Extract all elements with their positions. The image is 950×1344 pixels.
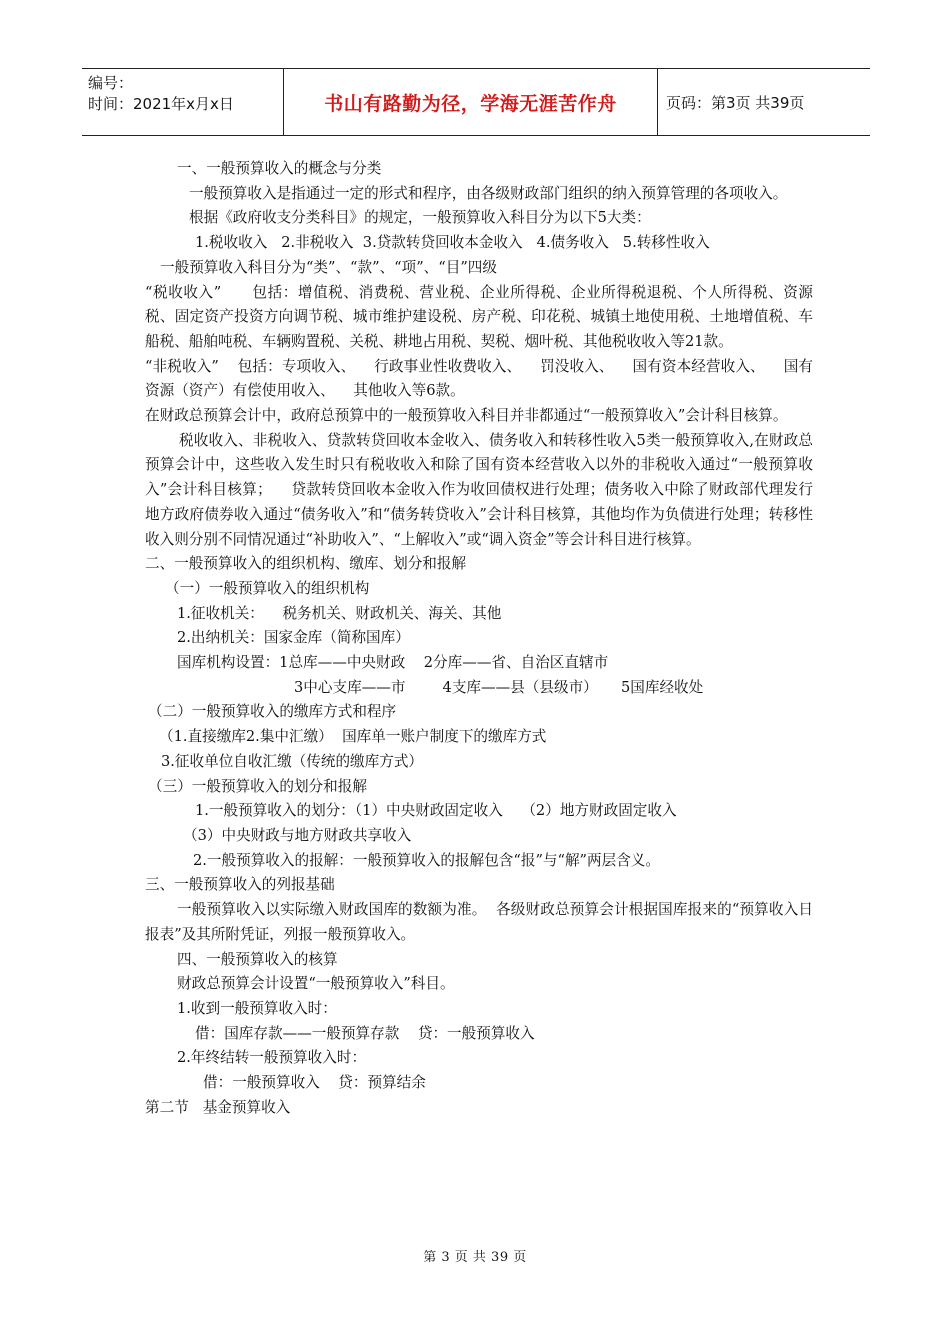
- list-item: 3中心支库——市 4支库——县（县级市） 5国库经收处: [294, 678, 704, 696]
- list-item: 3.征收单位自收汇缴（传统的缴库方式）: [161, 752, 424, 770]
- header-motto: 书山有路勤为径，学海无涯苦作舟: [324, 92, 617, 115]
- header-page-info: 页码：第3页 共39页: [666, 93, 805, 112]
- journal-entry: 借：国库存款——一般预算存款 贷：一般预算收入: [195, 1024, 535, 1042]
- list-item: 2.年终结转一般预算收入时：: [177, 1049, 367, 1067]
- paragraph: 根据《政府收支分类科目》的规定，一般预算收入科目分为以下5大类：: [189, 209, 651, 227]
- list-item: 2.出纳机关：国家金库（简称国库）: [177, 629, 410, 647]
- document-body: [145, 157, 813, 1120]
- paragraph: 财政总预算会计设置“一般预算收入”科目。: [177, 975, 455, 993]
- journal-entry: 借：一般预算收入 贷：预算结余: [203, 1074, 426, 1092]
- category-list: 1.税收收入 2.非税收入 3.贷款转贷回收本金收入 4.债务收入 5.转移性收入: [195, 234, 710, 252]
- paragraph: 税收收入、非税收入、贷款转贷回收本金收入、债务收入和转移性收入5类一般预算收入,在财政总预算会计中，这些收入发生时只有税收收入和除了国有资本经营收入以外的非税收入通过“一般预算收入”会计科目核算； 贷款转贷回收本金收入作为收回债权进行处理；债务收入中除了财政部代理发行地方政府债券收入通过“债务收入”和“债务转贷收入”会计科目核算，其他均作为负债进行处理；转移性收入则分别不同情况通过“补助收入”、“上解收入”或“调入资金”等会计科目进行核算。: [145, 431, 813, 548]
- page-footer: 第 3 页 共 39 页: [423, 1250, 527, 1265]
- paragraph: 在财政总预算会计中，政府总预算中的一般预算收入科目并非都通过“一般预算收入”会计科目核算。: [145, 407, 788, 425]
- page-header: [82, 68, 870, 136]
- header-page-info-cell: [658, 69, 870, 135]
- section-heading: 二、一般预算收入的组织机构、缴库、划分和报解: [145, 555, 467, 573]
- paragraph: 一般预算收入以实际缴入财政国库的数额为准。 各级财政总预算会计根据国库报来的“预算收入日报表”及其所附凭证，列报一般预算收入。: [145, 901, 813, 943]
- subsection-heading: （二）一般预算收入的缴库方式和程序: [148, 703, 397, 721]
- list-item: （3）中央财政与地方财政共享收入: [183, 826, 412, 844]
- list-item: 国库机构设置：1总库——中央财政 2分库——省、自治区直辖市: [177, 654, 609, 672]
- paragraph: 一般预算收入科目分为“类”、“款”、“项”、“目”四级: [160, 258, 497, 276]
- list-item: 1.收到一般预算收入时：: [177, 999, 337, 1017]
- subsection-heading: （三）一般预算收入的划分和报解: [148, 777, 367, 795]
- section-heading: 一、一般预算收入的概念与分类: [177, 160, 382, 177]
- section-heading: 三、一般预算收入的列报基础: [145, 876, 335, 894]
- subsection-heading: （一）一般预算收入的组织机构: [165, 579, 370, 597]
- paragraph-nontax-revenue: “非税收入” 包括：专项收入、 行政事业性收费收入、 罚没收入、 国有资本经营收入、 国有资源（资产）有偿使用收入、 其他收入等6款。: [145, 357, 813, 400]
- paragraph-tax-revenue: “税收收入” 包括：增值税、消费税、营业税、企业所得税、企业所得税退税、个人所得税、资源税、固定资产投资方向调节税、城市维护建设税、房产税、印花税、城镇土地使用税、土地增值税、车船税、船舶吨税、车辆购置税、关税、耕地占用税、契税、烟叶税、其他税收收入等21款。: [145, 283, 813, 350]
- list-item: 1.征收机关： 税务机关、财政机关、海关、其他: [177, 604, 502, 622]
- section-heading: 四、一般预算收入的核算: [177, 950, 338, 968]
- header-meta: [82, 69, 284, 135]
- document-number-label: 编号：: [88, 74, 134, 92]
- paragraph: 一般预算收入是指通过一定的形式和程序，由各级财政部门组织的纳入预算管理的各项收入。: [189, 184, 788, 202]
- section-heading: 第二节 基金预算收入: [145, 1098, 291, 1116]
- header-motto-cell: [284, 69, 658, 135]
- list-item: （1.直接缴库2.集中汇缴） 国库单一账户制度下的缴库方式: [159, 728, 547, 746]
- list-item: 1.一般预算收入的划分：（1）中央财政固定收入 （2）地方财政固定收入: [195, 802, 677, 820]
- document-date: 时间：2021年x月x日: [88, 95, 234, 113]
- list-item: 2.一般预算收入的报解：一般预算收入的报解包含“报”与“解”两层含义。: [193, 851, 660, 869]
